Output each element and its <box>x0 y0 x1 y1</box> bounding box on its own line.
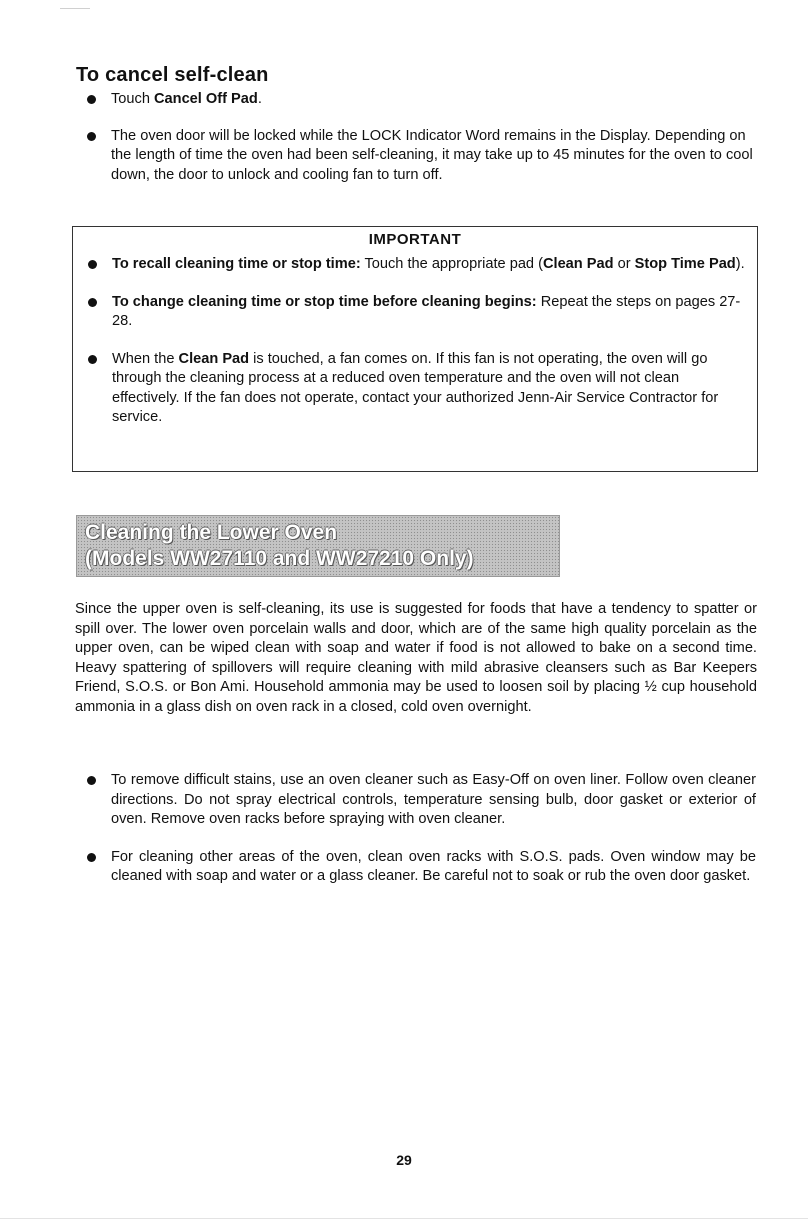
list-item: To recall cleaning time or stop time: Touch the appropriate pad (Clean Pad or Stop Time Pad). <box>87 255 747 275</box>
scan-mark <box>60 8 90 9</box>
list-item: The oven door will be locked while the LOCK Indicator Word remains in the Display. Depending on the length of time the oven had been self-cleaning, it may take up to 45 minutes for the oven to cool down, the door to unlock and cooling fan to turn off. <box>86 127 766 186</box>
list-item: To remove difficult stains, use an oven cleaner such as Easy-Off on oven liner. Follow oven cleaner directions. Do not spray electrical controls, temperature sensing bulb, door gasket or exterior of oven. Remove oven racks before spraying with oven cleaner. <box>86 771 756 830</box>
lower-oven-heading: Cleaning the Lower Oven (Models WW27110 and WW27210 Only) <box>85 521 474 570</box>
list-item: When the Clean Pad is touched, a fan comes on. If this fan is not operating, the oven will go through the cleaning process at a reduced oven temperature and the oven will not clean effectively. If the fan does not operate, contact your authorized Jenn-Air Service Contractor for service. <box>87 350 747 428</box>
cancel-self-clean-list <box>86 90 766 185</box>
cancel-off-pad-term: Cancel Off Pad <box>154 91 258 107</box>
lower-oven-paragraph: Since the upper oven is self-cleaning, its use is suggested for foods that have a tendency to spatter or spill over. The lower oven porcelain walls and door, which are of the same high quality porcelain as the upper oven, can be wiped clean with soap and water if food is not allowed to bake on a second time. Heavy spattering of spillovers will require cleaning with mild abrasive cleansers such as Bar Keepers Friend, S.O.S. or Bon Ami. Household ammonia may be used to loosen soil by placing ½ cup household ammonia in a glass dish on oven rack in a closed, cold oven overnight. <box>75 601 757 715</box>
list-item: Touch Cancel Off Pad. <box>86 90 766 110</box>
important-heading: IMPORTANT <box>368 231 462 248</box>
page-number: 29 <box>396 1152 412 1168</box>
lower-oven-list <box>86 771 756 887</box>
important-list <box>87 255 747 428</box>
scan-edge <box>0 1218 808 1219</box>
lower-oven-banner <box>76 515 560 577</box>
important-notice-box <box>72 226 758 472</box>
cancel-self-clean-heading: To cancel self-clean <box>76 64 269 86</box>
list-item: For cleaning other areas of the oven, clean oven racks with S.O.S. pads. Oven window may be cleaned with soap and water or a glass cleaner. Be careful not to soak or rub the oven door gasket. <box>86 848 756 887</box>
list-item: To change cleaning time or stop time before cleaning begins: Repeat the steps on pages 27-28. <box>87 293 747 332</box>
